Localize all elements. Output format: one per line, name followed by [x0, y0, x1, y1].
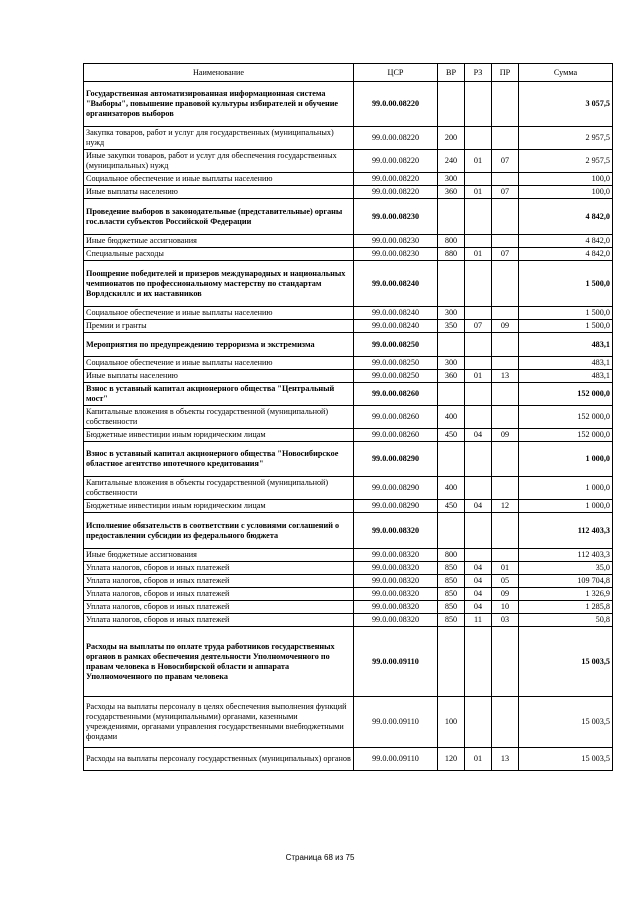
cell-rz: 01: [465, 748, 492, 771]
cell-vr: [438, 513, 465, 549]
cell-name: Расходы на выплаты персоналу государственных (муниципальных) органов: [84, 748, 354, 771]
table-row: [84, 549, 613, 562]
cell-sum: 1 326,9: [519, 588, 613, 601]
table-row: [84, 513, 613, 549]
cell-csr: 99.0.00.08220: [354, 186, 438, 199]
cell-name: Уплата налогов, сборов и иных платежей: [84, 601, 354, 614]
cell-name: Закупка товаров, работ и услуг для государственных (муниципальных) нужд: [84, 127, 354, 150]
cell-pr: [492, 513, 519, 549]
cell-rz: 01: [465, 370, 492, 383]
cell-rz: [465, 333, 492, 357]
cell-name: Иные выплаты населению: [84, 186, 354, 199]
cell-pr: [492, 406, 519, 429]
cell-rz: [465, 442, 492, 477]
cell-vr: 850: [438, 614, 465, 627]
table-header-row: [84, 64, 613, 82]
cell-sum: 152 000,0: [519, 383, 613, 406]
cell-csr: 99.0.00.08290: [354, 442, 438, 477]
table-row: [84, 477, 613, 500]
cell-pr: [492, 383, 519, 406]
cell-csr: 99.0.00.08230: [354, 235, 438, 248]
cell-rz: 04: [465, 429, 492, 442]
cell-name: Взнос в уставный капитал акционерного общества "Новосибирское областное агентство ипотечного кредитования": [84, 442, 354, 477]
cell-vr: 300: [438, 357, 465, 370]
cell-vr: 450: [438, 500, 465, 513]
cell-csr: 99.0.00.09110: [354, 748, 438, 771]
cell-pr: 12: [492, 500, 519, 513]
cell-name: Уплата налогов, сборов и иных платежей: [84, 575, 354, 588]
table-row: [84, 82, 613, 127]
cell-csr: 99.0.00.08230: [354, 199, 438, 235]
table-row: [84, 186, 613, 199]
cell-sum: 15 003,5: [519, 697, 613, 748]
cell-vr: 850: [438, 601, 465, 614]
table-row: [84, 500, 613, 513]
cell-sum: 1 000,0: [519, 477, 613, 500]
cell-pr: [492, 199, 519, 235]
header-pr: ПР: [492, 64, 519, 82]
cell-vr: 880: [438, 248, 465, 261]
cell-name: Социальное обеспечение и иные выплаты населению: [84, 357, 354, 370]
table-row: [84, 575, 613, 588]
cell-rz: [465, 261, 492, 307]
cell-pr: 07: [492, 186, 519, 199]
cell-csr: 99.0.00.08320: [354, 562, 438, 575]
cell-sum: 1 500,0: [519, 320, 613, 333]
table-row: [84, 307, 613, 320]
cell-rz: [465, 406, 492, 429]
cell-pr: 07: [492, 150, 519, 173]
cell-sum: 1 000,0: [519, 442, 613, 477]
cell-pr: 13: [492, 748, 519, 771]
cell-name: Расходы на выплаты персоналу в целях обеспечения выполнения функций государственными (муниципальными) органами, казенными учреждениями, органами управления государственными внебюджетными фондами: [84, 697, 354, 748]
cell-sum: 15 003,5: [519, 748, 613, 771]
cell-name: Уплата налогов, сборов и иных платежей: [84, 562, 354, 575]
cell-rz: [465, 127, 492, 150]
cell-vr: 800: [438, 549, 465, 562]
cell-sum: 109 704,8: [519, 575, 613, 588]
table-row: [84, 588, 613, 601]
table-row: [84, 333, 613, 357]
cell-csr: 99.0.00.08220: [354, 127, 438, 150]
cell-name: Мероприятия по предупреждению терроризма и экстремизма: [84, 333, 354, 357]
cell-name: Иные бюджетные ассигнования: [84, 549, 354, 562]
cell-sum: 2 957,5: [519, 150, 613, 173]
table-row: [84, 748, 613, 771]
cell-name: Социальное обеспечение и иные выплаты населению: [84, 307, 354, 320]
cell-rz: [465, 383, 492, 406]
cell-csr: 99.0.00.08230: [354, 248, 438, 261]
cell-rz: 01: [465, 186, 492, 199]
cell-sum: 112 403,3: [519, 513, 613, 549]
cell-pr: [492, 549, 519, 562]
cell-pr: 09: [492, 588, 519, 601]
cell-vr: 400: [438, 406, 465, 429]
cell-pr: 13: [492, 370, 519, 383]
cell-csr: 99.0.00.08220: [354, 173, 438, 186]
header-rz: РЗ: [465, 64, 492, 82]
cell-rz: [465, 627, 492, 697]
cell-pr: [492, 442, 519, 477]
cell-csr: 99.0.00.08290: [354, 477, 438, 500]
table-row: [84, 614, 613, 627]
table-row: [84, 150, 613, 173]
cell-name: Проведение выборов в законодательные (представительные) органы гос.власти субъектов Российской Федерации: [84, 199, 354, 235]
cell-vr: 800: [438, 235, 465, 248]
cell-sum: 2 957,5: [519, 127, 613, 150]
cell-sum: 483,1: [519, 370, 613, 383]
table-row: [84, 357, 613, 370]
cell-name: Премии и гранты: [84, 320, 354, 333]
cell-pr: 03: [492, 614, 519, 627]
cell-csr: 99.0.00.09110: [354, 697, 438, 748]
cell-csr: 99.0.00.08260: [354, 406, 438, 429]
cell-rz: [465, 697, 492, 748]
cell-name: Иные бюджетные ассигнования: [84, 235, 354, 248]
cell-csr: 99.0.00.09110: [354, 627, 438, 697]
cell-name: Капитальные вложения в объекты государственной (муниципальной) собственности: [84, 477, 354, 500]
cell-name: Поощрение победителей и призеров международных и национальных чемпионатов по профессиональному мастерству по стандартам Ворлдскиллс и их наставников: [84, 261, 354, 307]
cell-rz: 04: [465, 500, 492, 513]
cell-rz: 01: [465, 150, 492, 173]
cell-rz: [465, 199, 492, 235]
cell-csr: 99.0.00.08260: [354, 429, 438, 442]
cell-rz: 11: [465, 614, 492, 627]
cell-pr: [492, 82, 519, 127]
cell-sum: 15 003,5: [519, 627, 613, 697]
cell-pr: [492, 333, 519, 357]
cell-rz: 01: [465, 248, 492, 261]
cell-rz: [465, 549, 492, 562]
table-row: [84, 235, 613, 248]
table-row: [84, 406, 613, 429]
cell-pr: 07: [492, 248, 519, 261]
budget-table: [83, 63, 613, 771]
cell-csr: 99.0.00.08220: [354, 82, 438, 127]
cell-rz: 04: [465, 562, 492, 575]
cell-rz: 07: [465, 320, 492, 333]
cell-csr: 99.0.00.08250: [354, 333, 438, 357]
cell-vr: 450: [438, 429, 465, 442]
page-number: Страница 68 из 75: [285, 853, 355, 862]
cell-rz: [465, 82, 492, 127]
header-sum: Сумма: [519, 64, 613, 82]
cell-csr: 99.0.00.08260: [354, 383, 438, 406]
cell-rz: [465, 173, 492, 186]
table-row: [84, 370, 613, 383]
cell-sum: 483,1: [519, 357, 613, 370]
cell-vr: 360: [438, 370, 465, 383]
table-row: [84, 697, 613, 748]
cell-rz: [465, 357, 492, 370]
cell-csr: 99.0.00.08250: [354, 370, 438, 383]
cell-csr: 99.0.00.08320: [354, 601, 438, 614]
cell-sum: 1 500,0: [519, 261, 613, 307]
cell-name: Уплата налогов, сборов и иных платежей: [84, 588, 354, 601]
cell-rz: [465, 307, 492, 320]
cell-sum: 50,8: [519, 614, 613, 627]
cell-pr: [492, 697, 519, 748]
cell-vr: [438, 261, 465, 307]
table-row: [84, 383, 613, 406]
cell-name: Специальные расходы: [84, 248, 354, 261]
cell-vr: 350: [438, 320, 465, 333]
cell-csr: 99.0.00.08240: [354, 261, 438, 307]
cell-csr: 99.0.00.08320: [354, 549, 438, 562]
cell-sum: 100,0: [519, 186, 613, 199]
cell-pr: [492, 627, 519, 697]
cell-name: Уплата налогов, сборов и иных платежей: [84, 614, 354, 627]
table-row: [84, 562, 613, 575]
cell-pr: 09: [492, 429, 519, 442]
header-name: Наименование: [84, 64, 354, 82]
table-row: [84, 173, 613, 186]
cell-pr: [492, 173, 519, 186]
cell-vr: 400: [438, 477, 465, 500]
cell-sum: 4 842,0: [519, 199, 613, 235]
cell-name: Государственная автоматизированная информационная система "Выборы", повышение правовой культуры избирателей и обучение организаторов выборов: [84, 82, 354, 127]
cell-name: Иные выплаты населению: [84, 370, 354, 383]
cell-name: Взнос в уставный капитал акционерного общества "Центральный мост": [84, 383, 354, 406]
table-row: [84, 429, 613, 442]
cell-csr: 99.0.00.08250: [354, 357, 438, 370]
cell-name: Расходы на выплаты по оплате труда работников государственных органов в рамках обеспечения деятельности Уполномоченного по правам человека в Новосибирской области и аппарата Уполномоченного по правам человека: [84, 627, 354, 697]
cell-rz: [465, 235, 492, 248]
table-row: [84, 127, 613, 150]
cell-pr: 09: [492, 320, 519, 333]
cell-sum: 100,0: [519, 173, 613, 186]
cell-sum: 1 285,8: [519, 601, 613, 614]
cell-csr: 99.0.00.08290: [354, 500, 438, 513]
cell-pr: [492, 307, 519, 320]
cell-csr: 99.0.00.08240: [354, 320, 438, 333]
table-row: [84, 442, 613, 477]
cell-vr: [438, 82, 465, 127]
cell-pr: [492, 357, 519, 370]
cell-vr: 360: [438, 186, 465, 199]
cell-csr: 99.0.00.08320: [354, 575, 438, 588]
cell-vr: 120: [438, 748, 465, 771]
table-body: [84, 82, 613, 771]
cell-sum: 3 057,5: [519, 82, 613, 127]
cell-vr: 850: [438, 575, 465, 588]
cell-sum: 1 500,0: [519, 307, 613, 320]
cell-sum: 483,1: [519, 333, 613, 357]
table-row: [84, 261, 613, 307]
cell-sum: 112 403,3: [519, 549, 613, 562]
table-row: [84, 601, 613, 614]
cell-pr: [492, 477, 519, 500]
table-row: [84, 199, 613, 235]
cell-csr: 99.0.00.08320: [354, 513, 438, 549]
cell-sum: 1 000,0: [519, 500, 613, 513]
cell-csr: 99.0.00.08320: [354, 614, 438, 627]
cell-name: Иные закупки товаров, работ и услуг для обеспечения государственных (муниципальных) нужд: [84, 150, 354, 173]
cell-pr: 01: [492, 562, 519, 575]
cell-sum: 4 842,0: [519, 248, 613, 261]
cell-vr: [438, 333, 465, 357]
cell-vr: 300: [438, 173, 465, 186]
cell-name: Исполнение обязательств в соответствии с условиями соглашений о предоставлении субсидии из федерального бюджета: [84, 513, 354, 549]
cell-name: Капитальные вложения в объекты государственной (муниципальной) собственности: [84, 406, 354, 429]
cell-pr: [492, 261, 519, 307]
cell-csr: 99.0.00.08220: [354, 150, 438, 173]
cell-vr: 850: [438, 562, 465, 575]
header-csr: ЦСР: [354, 64, 438, 82]
cell-vr: 850: [438, 588, 465, 601]
cell-vr: [438, 442, 465, 477]
cell-vr: 300: [438, 307, 465, 320]
cell-sum: 35,0: [519, 562, 613, 575]
cell-rz: 04: [465, 575, 492, 588]
cell-csr: 99.0.00.08320: [354, 588, 438, 601]
cell-vr: 240: [438, 150, 465, 173]
table-row: [84, 248, 613, 261]
cell-csr: 99.0.00.08240: [354, 307, 438, 320]
cell-sum: 152 000,0: [519, 406, 613, 429]
cell-pr: 10: [492, 601, 519, 614]
cell-name: Бюджетные инвестиции иным юридическим лицам: [84, 500, 354, 513]
cell-vr: [438, 627, 465, 697]
cell-vr: 100: [438, 697, 465, 748]
cell-rz: 04: [465, 601, 492, 614]
cell-name: Бюджетные инвестиции иным юридическим лицам: [84, 429, 354, 442]
cell-vr: [438, 199, 465, 235]
header-vr: ВР: [438, 64, 465, 82]
cell-pr: [492, 235, 519, 248]
cell-pr: [492, 127, 519, 150]
cell-rz: 04: [465, 588, 492, 601]
cell-rz: [465, 477, 492, 500]
cell-pr: 05: [492, 575, 519, 588]
table-row: [84, 627, 613, 697]
cell-sum: 4 842,0: [519, 235, 613, 248]
cell-vr: 200: [438, 127, 465, 150]
cell-rz: [465, 513, 492, 549]
cell-sum: 152 000,0: [519, 429, 613, 442]
table-row: [84, 320, 613, 333]
cell-name: Социальное обеспечение и иные выплаты населению: [84, 173, 354, 186]
cell-vr: [438, 383, 465, 406]
